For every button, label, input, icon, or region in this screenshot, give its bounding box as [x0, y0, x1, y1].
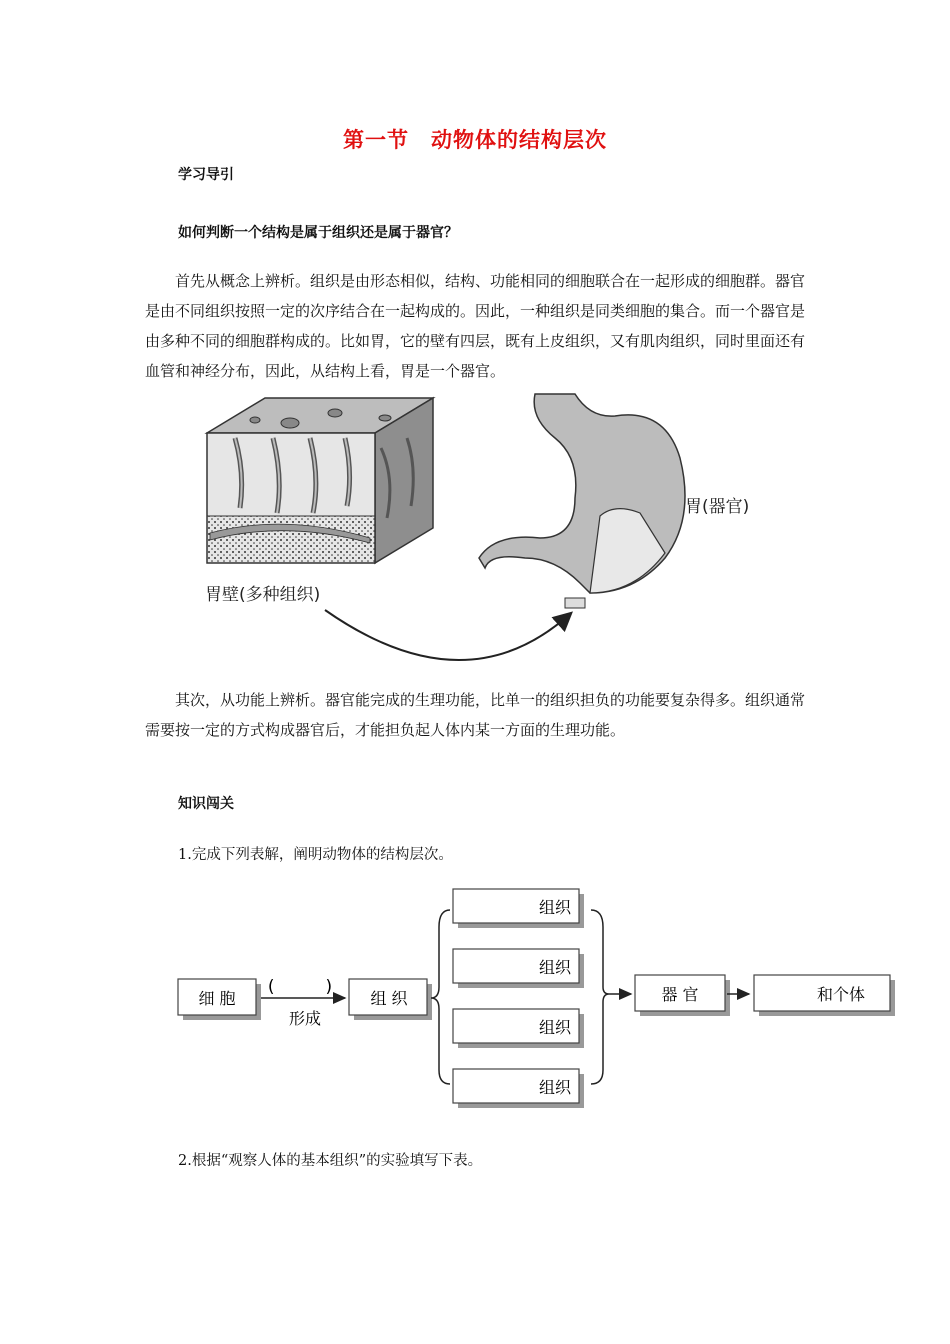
section-heading-practice: 知识闯关	[178, 796, 234, 812]
stomach-organ	[479, 394, 685, 608]
tissue-box-label: 组织	[538, 898, 572, 917]
tissue-label: 组 织	[370, 989, 408, 1008]
individual-box	[754, 975, 895, 1016]
page-title: 第一节 动物体的结构层次	[343, 128, 607, 152]
organ-label: 胃(器官)	[685, 497, 750, 517]
question-2: 2.根据“观察人体的基本组织”的实验填写下表。	[178, 1153, 483, 1169]
hierarchy-diagram	[175, 882, 900, 1122]
organ-box	[635, 975, 730, 1016]
question-1: 1.完成下列表解，阐明动物体的结构层次。	[178, 847, 453, 863]
tissue-box-label: 组织	[538, 1078, 572, 1097]
tissue-box-label: 组织	[538, 1018, 572, 1037]
tissue-box-2	[453, 949, 584, 988]
tissue-box-3	[453, 1009, 584, 1048]
section-heading-guide: 学习导引	[178, 167, 234, 183]
tissue-box-4	[453, 1069, 584, 1108]
wall-to-stomach-arrow	[325, 610, 570, 660]
stomach-wall-block	[207, 398, 433, 563]
guide-paragraph-2: 其次，从功能上辨析。器官能完成的生理功能，比单一的组织担负的功能要复杂得多。组织通常需要按一定的方式构成器官后，才能担负起人体内某一方面的生理功能。	[145, 691, 806, 739]
cell-label: 细 胞	[198, 989, 236, 1008]
tissue-box-1	[453, 889, 584, 928]
stomach-figure	[195, 388, 795, 668]
form-label: 形成	[288, 1009, 322, 1028]
tissue-box	[349, 979, 432, 1020]
tissue-box-label: 组织	[538, 958, 572, 977]
wall-label: 胃壁(多种组织)	[205, 585, 321, 605]
guide-paragraph-1: 首先从概念上辨析。组织是由形态相似，结构、功能相同的细胞联合在一起形成的细胞群。器官是由不同组织按照一定的次序结合在一起构成的。因此，一种组织是同类细胞的集合。而一个器官是由多种不同的细胞群构成的。比如胃，它的壁有四层，既有上皮组织，又有肌肉组织，同时里面还有血管和神经分布，因此，从结构上看，胃是一个器官。	[145, 272, 806, 380]
organ-label: 器 官	[661, 985, 699, 1004]
guide-question: 如何判断一个结构是属于组织还是属于器官？	[178, 225, 458, 241]
blank-bracket: ( )	[267, 977, 333, 997]
individual-label: 和个体	[816, 985, 865, 1004]
cell-box	[178, 979, 261, 1020]
